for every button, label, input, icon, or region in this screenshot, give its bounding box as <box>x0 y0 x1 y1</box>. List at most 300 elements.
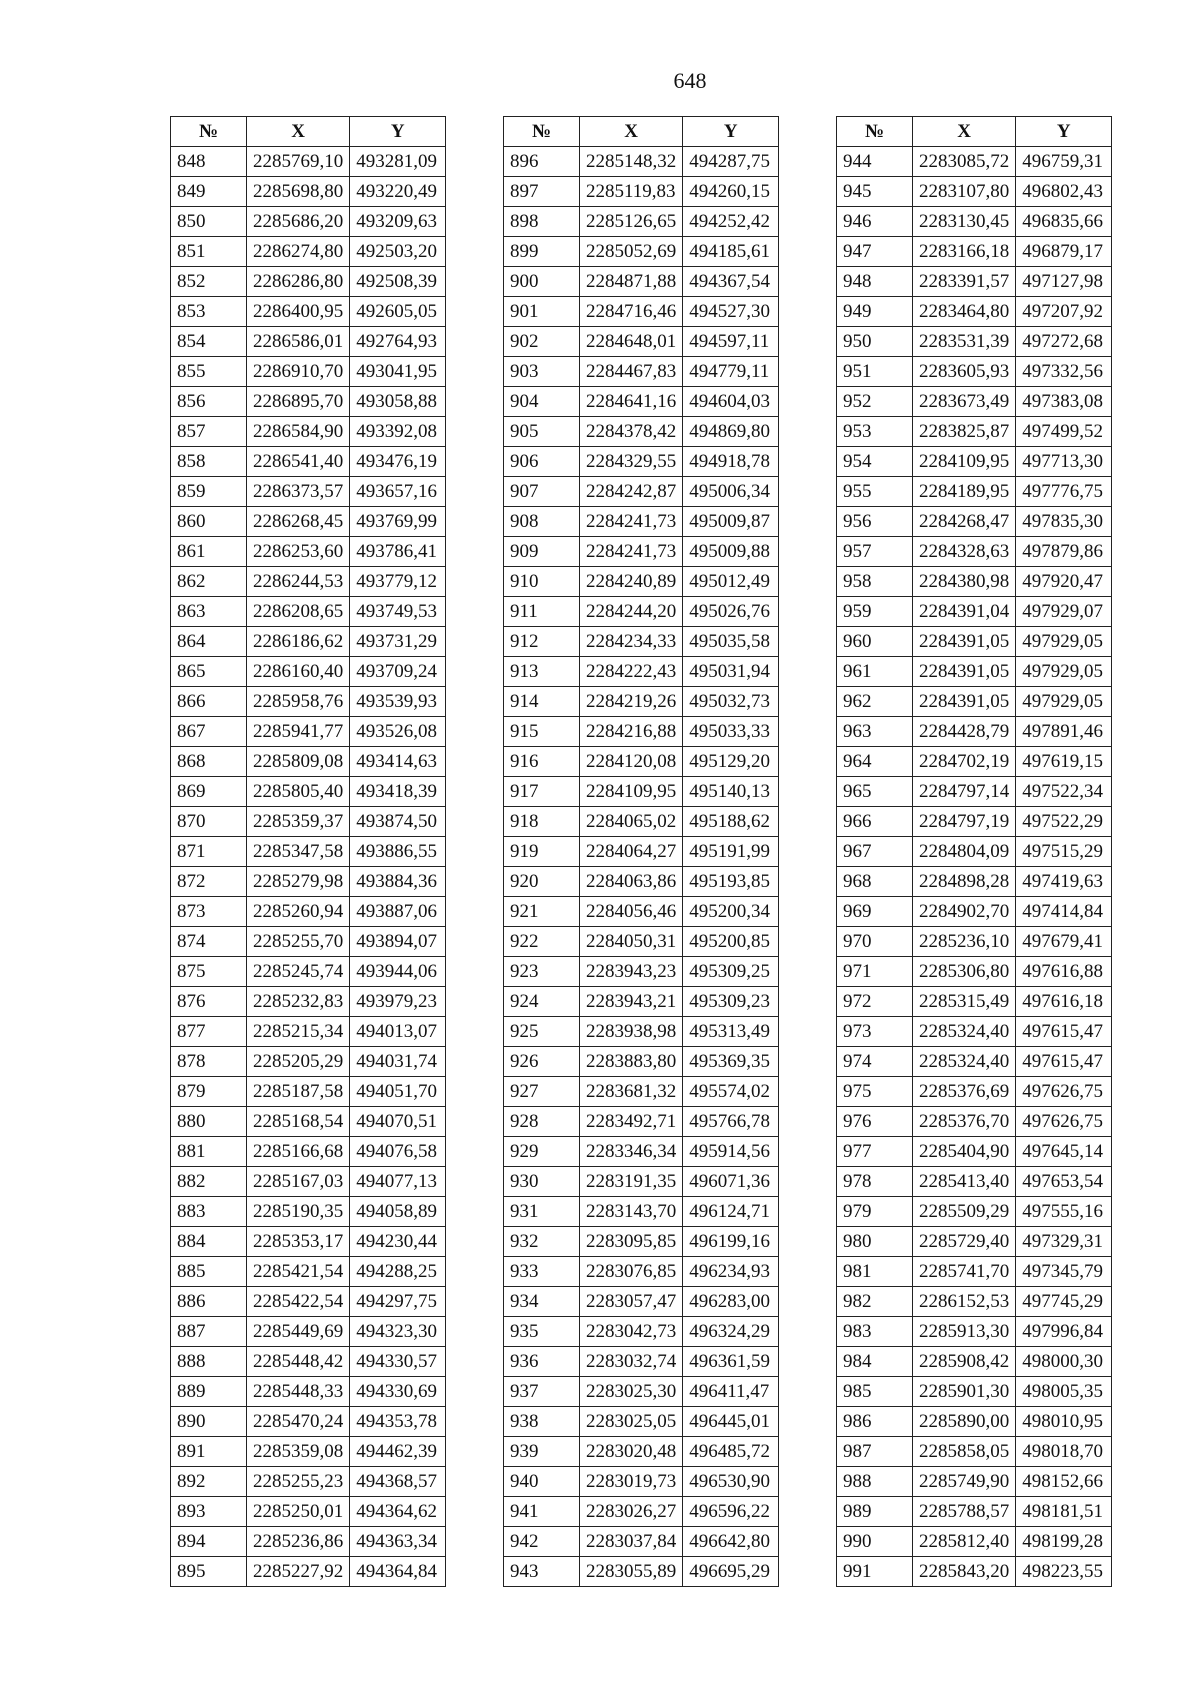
table-row <box>504 1107 779 1137</box>
table-row <box>837 987 1112 1017</box>
point-number: 986 <box>837 1407 913 1437</box>
y-coordinate: 495032,73 <box>683 687 779 717</box>
y-coordinate: 497619,15 <box>1016 747 1112 777</box>
x-coordinate: 2286586,01 <box>247 327 350 357</box>
table-row <box>837 717 1112 747</box>
point-number: 866 <box>171 687 247 717</box>
table-row <box>504 927 779 957</box>
x-coordinate: 2286244,53 <box>247 567 350 597</box>
y-coordinate: 493769,99 <box>350 507 446 537</box>
x-coordinate: 2283025,05 <box>580 1407 683 1437</box>
table-row <box>504 477 779 507</box>
x-coordinate: 2285255,70 <box>247 927 350 957</box>
y-coordinate: 497920,47 <box>1016 567 1112 597</box>
point-number: 871 <box>171 837 247 867</box>
header-x: X <box>247 117 350 147</box>
point-number: 978 <box>837 1167 913 1197</box>
table-row <box>171 597 446 627</box>
table-row <box>837 1437 1112 1467</box>
x-coordinate: 2286541,40 <box>247 447 350 477</box>
point-number: 936 <box>504 1347 580 1377</box>
x-coordinate: 2285958,76 <box>247 687 350 717</box>
x-coordinate: 2286584,90 <box>247 417 350 447</box>
table-row <box>837 657 1112 687</box>
point-number: 850 <box>171 207 247 237</box>
x-coordinate: 2284898,28 <box>913 867 1016 897</box>
x-coordinate: 2285421,54 <box>247 1257 350 1287</box>
y-coordinate: 496071,36 <box>683 1167 779 1197</box>
point-number: 935 <box>504 1317 580 1347</box>
table-row <box>171 237 446 267</box>
y-coordinate: 497127,98 <box>1016 267 1112 297</box>
point-number: 853 <box>171 297 247 327</box>
table-row <box>504 957 779 987</box>
table-row <box>837 1227 1112 1257</box>
x-coordinate: 2285279,98 <box>247 867 350 897</box>
y-coordinate: 496283,00 <box>683 1287 779 1317</box>
y-coordinate: 493749,53 <box>350 597 446 627</box>
point-number: 872 <box>171 867 247 897</box>
table-row <box>837 687 1112 717</box>
x-coordinate: 2285324,40 <box>913 1017 1016 1047</box>
table-row <box>171 417 446 447</box>
point-number: 940 <box>504 1467 580 1497</box>
table-row <box>171 1557 446 1587</box>
y-coordinate: 494462,39 <box>350 1437 446 1467</box>
point-number: 918 <box>504 807 580 837</box>
point-number: 901 <box>504 297 580 327</box>
point-number: 907 <box>504 477 580 507</box>
point-number: 958 <box>837 567 913 597</box>
point-number: 961 <box>837 657 913 687</box>
y-coordinate: 493657,16 <box>350 477 446 507</box>
point-number: 869 <box>171 777 247 807</box>
y-coordinate: 494363,34 <box>350 1527 446 1557</box>
header-x: X <box>913 117 1016 147</box>
x-coordinate: 2284234,33 <box>580 627 683 657</box>
y-coordinate: 493874,50 <box>350 807 446 837</box>
y-coordinate: 494364,84 <box>350 1557 446 1587</box>
x-coordinate: 2285126,65 <box>580 207 683 237</box>
x-coordinate: 2285901,30 <box>913 1377 1016 1407</box>
point-number: 911 <box>504 597 580 627</box>
point-number: 922 <box>504 927 580 957</box>
table-row <box>171 567 446 597</box>
point-number: 856 <box>171 387 247 417</box>
table-row <box>171 807 446 837</box>
x-coordinate: 2283020,48 <box>580 1437 683 1467</box>
x-coordinate: 2283166,18 <box>913 237 1016 267</box>
header-y: Y <box>683 117 779 147</box>
point-number: 849 <box>171 177 247 207</box>
point-number: 942 <box>504 1527 580 1557</box>
table-row <box>837 1287 1112 1317</box>
point-number: 972 <box>837 987 913 1017</box>
y-coordinate: 493709,24 <box>350 657 446 687</box>
table-row <box>504 1437 779 1467</box>
table-row <box>837 1107 1112 1137</box>
point-number: 928 <box>504 1107 580 1137</box>
x-coordinate: 2283032,74 <box>580 1347 683 1377</box>
x-coordinate: 2286400,95 <box>247 297 350 327</box>
point-number: 905 <box>504 417 580 447</box>
table-row <box>504 417 779 447</box>
point-number: 888 <box>171 1347 247 1377</box>
y-coordinate: 495200,85 <box>683 927 779 957</box>
header-number: № <box>837 117 913 147</box>
y-coordinate: 497929,05 <box>1016 687 1112 717</box>
table-row <box>504 747 779 777</box>
x-coordinate: 2286152,53 <box>913 1287 1016 1317</box>
y-coordinate: 493979,23 <box>350 987 446 1017</box>
y-coordinate: 493281,09 <box>350 147 446 177</box>
y-coordinate: 493731,29 <box>350 627 446 657</box>
table-row <box>504 1077 779 1107</box>
x-coordinate: 2285422,54 <box>247 1287 350 1317</box>
table-row <box>837 177 1112 207</box>
point-number: 878 <box>171 1047 247 1077</box>
table-row <box>837 267 1112 297</box>
point-number: 931 <box>504 1197 580 1227</box>
y-coordinate: 494260,15 <box>683 177 779 207</box>
y-coordinate: 494330,57 <box>350 1347 446 1377</box>
table-row <box>504 447 779 477</box>
y-coordinate: 494330,69 <box>350 1377 446 1407</box>
x-coordinate: 2285843,20 <box>913 1557 1016 1587</box>
table-row <box>171 1407 446 1437</box>
point-number: 882 <box>171 1167 247 1197</box>
y-coordinate: 493220,49 <box>350 177 446 207</box>
point-number: 926 <box>504 1047 580 1077</box>
point-number: 908 <box>504 507 580 537</box>
y-coordinate: 497414,84 <box>1016 897 1112 927</box>
y-coordinate: 494185,61 <box>683 237 779 267</box>
y-coordinate: 498199,28 <box>1016 1527 1112 1557</box>
table-row <box>171 1197 446 1227</box>
y-coordinate: 494297,75 <box>350 1287 446 1317</box>
x-coordinate: 2285890,00 <box>913 1407 1016 1437</box>
y-coordinate: 498005,35 <box>1016 1377 1112 1407</box>
point-number: 930 <box>504 1167 580 1197</box>
table-row <box>171 687 446 717</box>
x-coordinate: 2284244,20 <box>580 597 683 627</box>
table-row <box>171 717 446 747</box>
x-coordinate: 2283391,57 <box>913 267 1016 297</box>
point-number: 902 <box>504 327 580 357</box>
y-coordinate: 494353,78 <box>350 1407 446 1437</box>
table-row <box>837 297 1112 327</box>
x-coordinate: 2283107,80 <box>913 177 1016 207</box>
table-row <box>171 867 446 897</box>
y-coordinate: 497345,79 <box>1016 1257 1112 1287</box>
table-row <box>504 177 779 207</box>
point-number: 881 <box>171 1137 247 1167</box>
table-row <box>837 777 1112 807</box>
y-coordinate: 494051,70 <box>350 1077 446 1107</box>
y-coordinate: 496199,16 <box>683 1227 779 1257</box>
y-coordinate: 496695,29 <box>683 1557 779 1587</box>
x-coordinate: 2285941,77 <box>247 717 350 747</box>
table-row <box>837 1557 1112 1587</box>
y-coordinate: 493944,06 <box>350 957 446 987</box>
x-coordinate: 2284064,27 <box>580 837 683 867</box>
x-coordinate: 2284702,19 <box>913 747 1016 777</box>
y-coordinate: 495193,85 <box>683 867 779 897</box>
table-row <box>504 657 779 687</box>
y-coordinate: 497272,68 <box>1016 327 1112 357</box>
x-coordinate: 2285749,90 <box>913 1467 1016 1497</box>
table-row <box>504 597 779 627</box>
table-row <box>837 507 1112 537</box>
x-coordinate: 2284065,02 <box>580 807 683 837</box>
x-coordinate: 2285166,68 <box>247 1137 350 1167</box>
point-number: 897 <box>504 177 580 207</box>
point-number: 947 <box>837 237 913 267</box>
x-coordinate: 2283076,85 <box>580 1257 683 1287</box>
table-row <box>504 1497 779 1527</box>
table-row <box>504 627 779 657</box>
x-coordinate: 2286268,45 <box>247 507 350 537</box>
page-number: 648 <box>673 68 707 93</box>
table-row <box>504 1557 779 1587</box>
y-coordinate: 495012,49 <box>683 567 779 597</box>
table-row <box>171 1107 446 1137</box>
point-number: 989 <box>837 1497 913 1527</box>
table-row <box>504 1317 779 1347</box>
x-coordinate: 2283095,85 <box>580 1227 683 1257</box>
table-row <box>171 327 446 357</box>
y-coordinate: 495313,49 <box>683 1017 779 1047</box>
x-coordinate: 2283191,35 <box>580 1167 683 1197</box>
x-coordinate: 2284797,14 <box>913 777 1016 807</box>
point-number: 949 <box>837 297 913 327</box>
point-number: 851 <box>171 237 247 267</box>
y-coordinate: 497616,18 <box>1016 987 1112 1017</box>
table-row <box>504 1017 779 1047</box>
table-row <box>171 177 446 207</box>
point-number: 899 <box>504 237 580 267</box>
x-coordinate: 2283026,27 <box>580 1497 683 1527</box>
point-number: 966 <box>837 807 913 837</box>
y-coordinate: 494869,80 <box>683 417 779 447</box>
point-number: 861 <box>171 537 247 567</box>
x-coordinate: 2283055,89 <box>580 1557 683 1587</box>
point-number: 892 <box>171 1467 247 1497</box>
point-number: 873 <box>171 897 247 927</box>
y-coordinate: 493884,36 <box>350 867 446 897</box>
x-coordinate: 2284329,55 <box>580 447 683 477</box>
point-number: 982 <box>837 1287 913 1317</box>
y-coordinate: 494368,57 <box>350 1467 446 1497</box>
table-row <box>837 207 1112 237</box>
point-number: 890 <box>171 1407 247 1437</box>
table-row <box>171 1227 446 1257</box>
y-coordinate: 495309,23 <box>683 987 779 1017</box>
y-coordinate: 493058,88 <box>350 387 446 417</box>
table-row <box>171 657 446 687</box>
x-coordinate: 2283085,72 <box>913 147 1016 177</box>
x-coordinate: 2285448,42 <box>247 1347 350 1377</box>
point-number: 854 <box>171 327 247 357</box>
point-number: 946 <box>837 207 913 237</box>
table-row <box>171 627 446 657</box>
x-coordinate: 2285215,34 <box>247 1017 350 1047</box>
point-number: 956 <box>837 507 913 537</box>
table-row <box>504 507 779 537</box>
table-row <box>504 1137 779 1167</box>
x-coordinate: 2286253,60 <box>247 537 350 567</box>
x-coordinate: 2284189,95 <box>913 477 1016 507</box>
point-number: 916 <box>504 747 580 777</box>
table-row <box>171 747 446 777</box>
y-coordinate: 498152,66 <box>1016 1467 1112 1497</box>
y-coordinate: 494058,89 <box>350 1197 446 1227</box>
point-number: 862 <box>171 567 247 597</box>
point-number: 923 <box>504 957 580 987</box>
point-number: 937 <box>504 1377 580 1407</box>
table-row <box>171 1167 446 1197</box>
x-coordinate: 2285805,40 <box>247 777 350 807</box>
table-row <box>837 1017 1112 1047</box>
y-coordinate: 492764,93 <box>350 327 446 357</box>
coordinates-table-1 <box>170 116 446 1587</box>
table-row <box>171 1017 446 1047</box>
table-header-row <box>171 117 446 147</box>
table-row <box>171 1437 446 1467</box>
y-coordinate: 495200,34 <box>683 897 779 927</box>
point-number: 920 <box>504 867 580 897</box>
point-number: 964 <box>837 747 913 777</box>
y-coordinate: 496124,71 <box>683 1197 779 1227</box>
point-number: 921 <box>504 897 580 927</box>
y-coordinate: 498000,30 <box>1016 1347 1112 1377</box>
point-number: 970 <box>837 927 913 957</box>
table-row <box>504 147 779 177</box>
header-y: Y <box>350 117 446 147</box>
y-coordinate: 496759,31 <box>1016 147 1112 177</box>
table-row <box>837 1137 1112 1167</box>
x-coordinate: 2283531,39 <box>913 327 1016 357</box>
x-coordinate: 2283346,34 <box>580 1137 683 1167</box>
point-number: 976 <box>837 1107 913 1137</box>
point-number: 874 <box>171 927 247 957</box>
y-coordinate: 493414,63 <box>350 747 446 777</box>
point-number: 891 <box>171 1437 247 1467</box>
header-number: № <box>504 117 580 147</box>
table-row <box>171 1137 446 1167</box>
table-row <box>837 867 1112 897</box>
x-coordinate: 2284648,01 <box>580 327 683 357</box>
header-x: X <box>580 117 683 147</box>
x-coordinate: 2284240,89 <box>580 567 683 597</box>
y-coordinate: 494367,54 <box>683 267 779 297</box>
point-number: 939 <box>504 1437 580 1467</box>
point-number: 981 <box>837 1257 913 1287</box>
table-row <box>837 1257 1112 1287</box>
point-number: 904 <box>504 387 580 417</box>
x-coordinate: 2285809,08 <box>247 747 350 777</box>
table-row <box>171 957 446 987</box>
point-number: 859 <box>171 477 247 507</box>
y-coordinate: 494288,25 <box>350 1257 446 1287</box>
point-number: 953 <box>837 417 913 447</box>
y-coordinate: 495033,33 <box>683 717 779 747</box>
x-coordinate: 2284871,88 <box>580 267 683 297</box>
y-coordinate: 497679,41 <box>1016 927 1112 957</box>
x-coordinate: 2286208,65 <box>247 597 350 627</box>
table-row <box>171 1527 446 1557</box>
x-coordinate: 2285812,40 <box>913 1527 1016 1557</box>
y-coordinate: 496411,47 <box>683 1377 779 1407</box>
y-coordinate: 497626,75 <box>1016 1107 1112 1137</box>
table-row <box>504 1197 779 1227</box>
table-row <box>171 1467 446 1497</box>
y-coordinate: 497835,30 <box>1016 507 1112 537</box>
x-coordinate: 2285255,23 <box>247 1467 350 1497</box>
x-coordinate: 2286373,57 <box>247 477 350 507</box>
table-row <box>504 537 779 567</box>
y-coordinate: 495914,56 <box>683 1137 779 1167</box>
point-number: 886 <box>171 1287 247 1317</box>
point-number: 917 <box>504 777 580 807</box>
y-coordinate: 495191,99 <box>683 837 779 867</box>
y-coordinate: 497207,92 <box>1016 297 1112 327</box>
point-number: 924 <box>504 987 580 1017</box>
table-row <box>504 1257 779 1287</box>
y-coordinate: 493209,63 <box>350 207 446 237</box>
point-number: 894 <box>171 1527 247 1557</box>
table-row <box>837 1317 1112 1347</box>
point-number: 929 <box>504 1137 580 1167</box>
point-number: 913 <box>504 657 580 687</box>
table-row <box>504 1167 779 1197</box>
coordinates-table-2 <box>503 116 779 1587</box>
point-number: 971 <box>837 957 913 987</box>
point-number: 967 <box>837 837 913 867</box>
point-number: 884 <box>171 1227 247 1257</box>
point-number: 965 <box>837 777 913 807</box>
x-coordinate: 2284120,08 <box>580 747 683 777</box>
x-coordinate: 2283042,73 <box>580 1317 683 1347</box>
x-coordinate: 2284902,70 <box>913 897 1016 927</box>
x-coordinate: 2283025,30 <box>580 1377 683 1407</box>
point-number: 919 <box>504 837 580 867</box>
point-number: 988 <box>837 1467 913 1497</box>
point-number: 941 <box>504 1497 580 1527</box>
x-coordinate: 2284641,16 <box>580 387 683 417</box>
y-coordinate: 493476,19 <box>350 447 446 477</box>
y-coordinate: 497522,29 <box>1016 807 1112 837</box>
point-number: 848 <box>171 147 247 177</box>
table-row <box>171 207 446 237</box>
point-number: 954 <box>837 447 913 477</box>
header-y: Y <box>1016 117 1112 147</box>
x-coordinate: 2284109,95 <box>580 777 683 807</box>
x-coordinate: 2285148,32 <box>580 147 683 177</box>
y-coordinate: 492605,05 <box>350 297 446 327</box>
table-row <box>837 387 1112 417</box>
y-coordinate: 496530,90 <box>683 1467 779 1497</box>
table-row <box>171 1287 446 1317</box>
point-number: 896 <box>504 147 580 177</box>
x-coordinate: 2284391,05 <box>913 657 1016 687</box>
table-row <box>171 1377 446 1407</box>
table-row <box>837 237 1112 267</box>
y-coordinate: 495140,13 <box>683 777 779 807</box>
x-coordinate: 2285788,57 <box>913 1497 1016 1527</box>
y-coordinate: 497626,75 <box>1016 1077 1112 1107</box>
x-coordinate: 2285250,01 <box>247 1497 350 1527</box>
